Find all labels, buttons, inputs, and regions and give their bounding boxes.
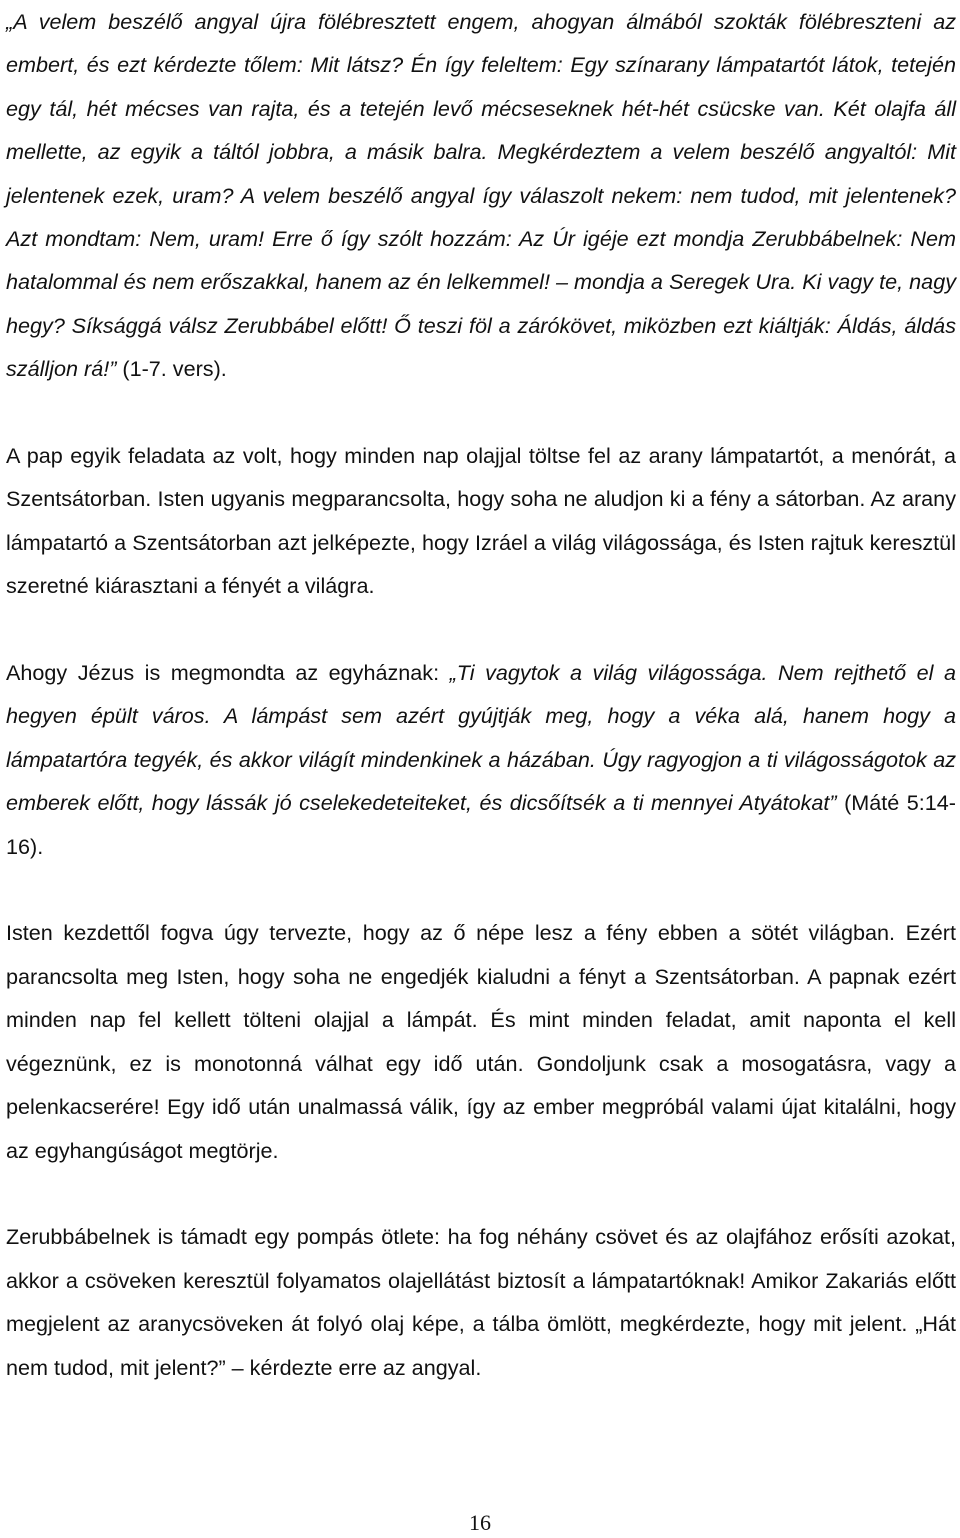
paragraph-gods-plan [6, 911, 956, 1171]
paragraph-zerubbabel-idea [6, 1215, 956, 1389]
paragraph-jesus-light [6, 651, 956, 868]
matthew-quote: „Ti vagytok a világ világossága. Nem rejthető el a hegyen épült város. A lámpást sem azért gyújtják meg, hogy a véka alá, hanem hogy a lámpatartóra tegyék, és akkor világít mindenkinek a házában. Úgy ragyogjon a ti világosságotok az emberek előtt, hogy lássák jó cselekedeteiteket, és dicsőítsék a ti mennyei Atyátokat” [6, 660, 956, 816]
paragraph-text: Zerubbábelnek is támadt egy pompás ötlete: ha fog néhány csövet és az olajfához erősíti azokat, akkor a csöveken keresztül folyamatos olajellátást biztosít a lámpatartóknak! Amikor Zakariás előtt megjelent az aranycsöveken át folyó olaj képe, a tálba ömlött, megkérdezte, hogy mit jelent. „Hát nem tudod, mit jelent?” – kérdezte erre az angyal. [6, 1224, 956, 1380]
paragraph-priest-duty [6, 434, 956, 608]
paragraph-text: Ahogy Jézus is megmondta az egyháznak: [6, 660, 450, 686]
quote-text: „A velem beszélő angyal újra fölébresztett engem, ahogyan álmából szokták fölébreszteni az embert, és ezt kérdezte tőlem: Mit látsz? Én így feleltem: Egy színarany lámpatartót látok, tetején egy tál, hét mécses van rajta, és a tetején levő mécseseknek hét-hét csücske van. Két olajfa áll mellette, az egyik a táltól jobbra, a másik balra. Megkérdeztem a velem beszélő angyaltól: Mit jelentenek ezek, uram? A velem beszélő angyal így válaszolt nekem: nem tudod, mit jelentenek? Azt mondtam: Nem, uram! Erre ő így szólt hozzám: Az Úr igéje ezt mondja Zerubbábelnek: Nem hatalommal és nem erőszakkal, hanem az én lelkemmel! – mondja a Seregek Ura. Ki vagy te, nagy hegy? Síksággá válsz Zerubbábel előtt! Ő teszi föl a zárókövet, miközben ezt kiáltják: Áldás, áldás szálljon rá!” [6, 9, 956, 382]
paragraph-text: A pap egyik feladata az volt, hogy minden nap olajjal töltse fel az arany lámpatartót, a menórát, a Szentsátorban. Isten ugyanis megparancsolta, hogy soha ne aludjon ki a fény a sátorban. Az arany lámpatartó a Szentsátorban azt jelképezte, hogy Izráel a világ világossága, és Isten rajtuk keresztül szeretné kiárasztani a fényét a világra. [6, 443, 956, 599]
verse-reference: (Máté 5:14-16). [6, 790, 956, 859]
paragraph-zechariah-quote [6, 0, 956, 391]
verse-reference: (1-7. vers). [116, 356, 227, 382]
paragraph-text: Isten kezdettől fogva úgy tervezte, hogy az ő népe lesz a fény ebben a sötét világban. Ezért parancsolta meg Isten, hogy soha ne engedjék kialudni a fényt a Szentsátorban. A papnak ezért minden nap fel kellett tölteni olajjal a lámpát. És mint minden feladat, amit naponta el kell végeznünk, ez is monotonná válhat egy idő után. Gondoljunk csak a mosogatásra, vagy a pelenkacserére! Egy idő után unalmassá válik, így az ember megpróbál valami újat kitalálni, hogy az egyhangúságot megtörje. [6, 920, 956, 1163]
page-number: 16 [469, 1510, 491, 1535]
body-text [6, 0, 956, 1389]
